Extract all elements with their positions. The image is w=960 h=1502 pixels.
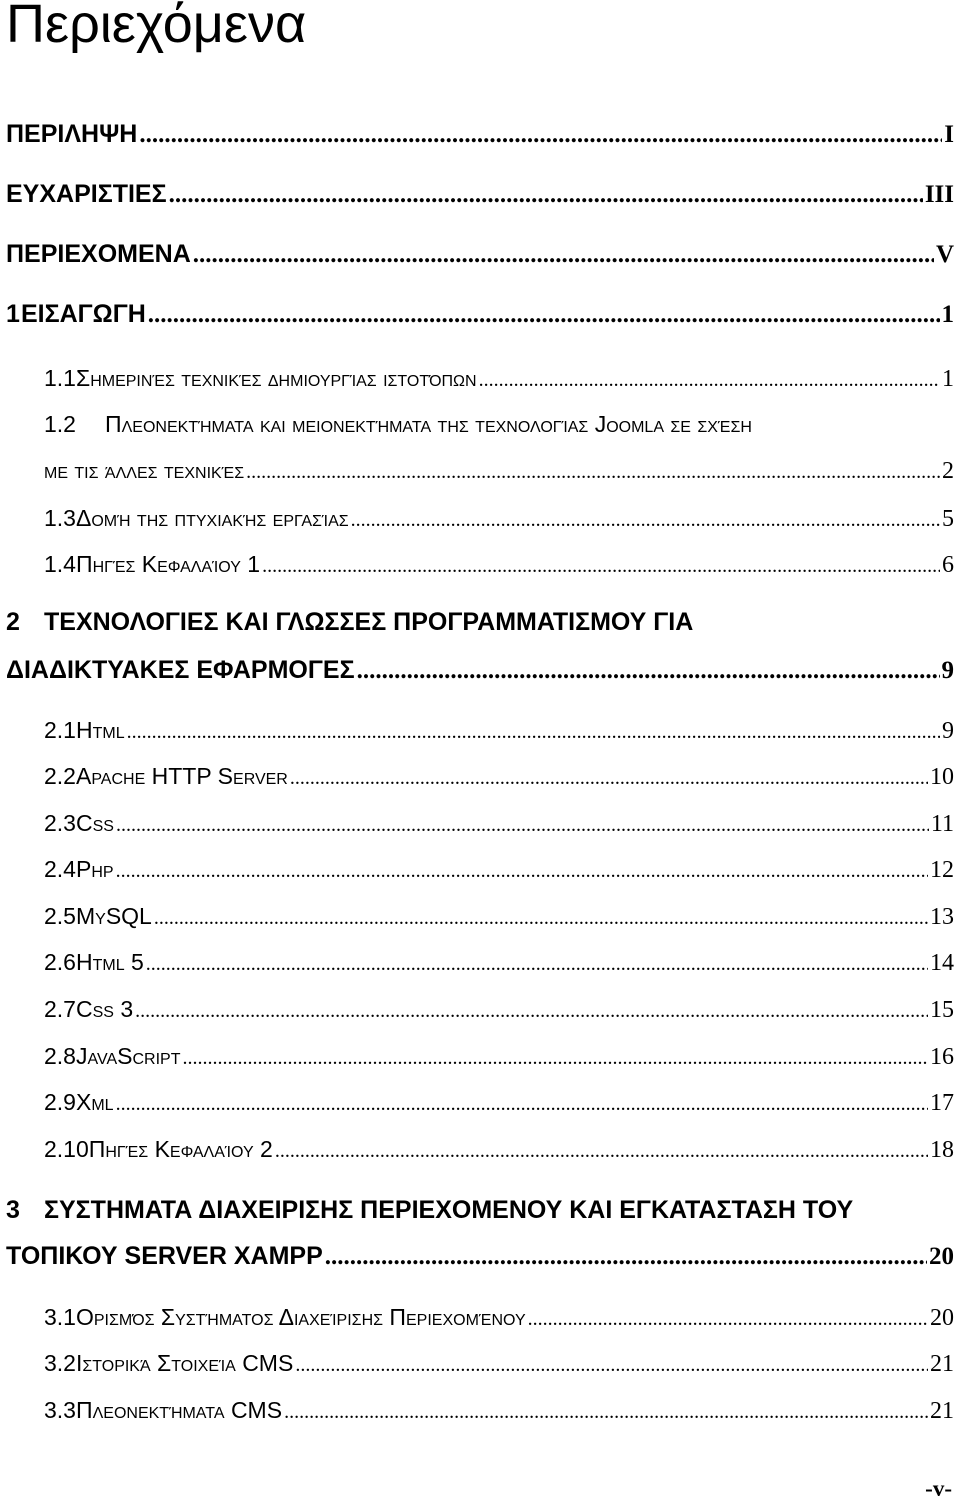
dot-leader [169, 181, 923, 209]
toc-section-3-3[interactable] [44, 1397, 954, 1425]
toc-label: Php [75, 856, 114, 882]
toc-section-2-7[interactable] [44, 996, 954, 1024]
toc-label: Δομή της πτυχιακής εργασίας [75, 505, 349, 531]
toc-number: 2.1 [44, 717, 76, 743]
toc-label: ΠΕΡΙΛΗΨΗ [6, 120, 138, 148]
toc-page-number: 1 [942, 366, 954, 392]
toc-chapter-2[interactable] [6, 656, 954, 685]
toc-number: 1.3 [44, 505, 76, 531]
toc-label: Ορισμός Συστήματος Διαχείρισης Περιεχομένου [75, 1304, 526, 1330]
toc-label: ΤΕΧΝΟΛΟΓΙΕΣ ΚΑΙ ΓΛΩΣΣΕΣ ΠΡΟΓΡΑΜΜΑΤΙΣΜΟΥ ΓΙΑ [44, 608, 694, 636]
toc-number: 2.10 [44, 1136, 89, 1162]
dot-leader [135, 1000, 928, 1023]
toc-section-1-2[interactable] [44, 457, 954, 485]
toc-label: Css 3 [75, 996, 134, 1022]
toc-section-2-8[interactable] [44, 1043, 954, 1071]
toc-number: 1.4 [44, 551, 76, 577]
toc-page-number: 21 [930, 1398, 954, 1424]
toc-label: Ιστορικά Στοιχεία CMS [75, 1350, 294, 1376]
toc-section-2-3[interactable] [44, 810, 954, 838]
toc-number: 2.3 [44, 810, 76, 836]
toc-page-number: 10 [930, 764, 954, 790]
toc-label: MySQL [75, 903, 152, 929]
toc-page-number: III [924, 181, 954, 208]
dot-leader [290, 767, 928, 790]
toc-section-2-9[interactable] [44, 1089, 954, 1117]
dot-leader [193, 241, 934, 269]
toc-page-number: 15 [930, 997, 954, 1023]
dot-leader [154, 907, 928, 930]
toc-number: 2.4 [44, 856, 76, 882]
toc-chapter-1[interactable] [6, 300, 954, 329]
toc-page-number: V [935, 241, 954, 268]
toc-page-number: 21 [930, 1351, 954, 1377]
dot-leader [182, 1047, 928, 1070]
toc-number: 1.1 [44, 365, 76, 391]
toc-page-number: 18 [930, 1137, 954, 1163]
toc-section-1-2-line1[interactable] [44, 411, 752, 438]
toc-entry-contents[interactable] [6, 240, 954, 269]
toc-section-1-4[interactable] [44, 551, 954, 579]
toc-page-number: 20 [930, 1305, 954, 1331]
toc-label: Πηγές Κεφαλαίου 1 [75, 551, 261, 577]
toc-page-number: 17 [930, 1090, 954, 1116]
toc-number: 2.9 [44, 1089, 76, 1115]
toc-label: Html 5 [75, 949, 144, 975]
toc-label: Πηγές Κεφαλαίου 2 [88, 1136, 273, 1162]
toc-page-number: 13 [930, 904, 954, 930]
dot-leader [127, 721, 940, 744]
dot-leader [528, 1308, 928, 1331]
toc-entry-abstract[interactable] [6, 120, 954, 149]
toc-page-number: 16 [930, 1044, 954, 1070]
toc-number: 3.3 [44, 1397, 76, 1423]
toc-label: ΠΕΡΙΕΧΟΜΕΝΑ [6, 240, 191, 268]
toc-label: Σημερινές τεχνικές δημιουργίας ιστοτόπων [75, 365, 477, 391]
toc-number: 2.6 [44, 949, 76, 975]
toc-label: ΕΥΧΑΡΙΣΤΙΕΣ [6, 180, 167, 208]
toc-section-1-1[interactable] [44, 365, 954, 393]
dot-leader [275, 1140, 928, 1163]
toc-entry-acknowledgements[interactable] [6, 180, 954, 209]
toc-number: 2 [6, 608, 20, 636]
toc-page-number: 5 [942, 506, 954, 532]
dot-leader [116, 860, 928, 883]
toc-number: 3.1 [44, 1304, 76, 1330]
toc-number: 1.2 [44, 411, 76, 437]
page-number-footer: -v- [925, 1476, 952, 1501]
toc-page-number: 12 [930, 857, 954, 883]
toc-section-2-10[interactable] [44, 1136, 954, 1164]
toc-chapter-3-line1[interactable] [6, 1196, 853, 1225]
toc-page-number: 20 [929, 1243, 954, 1270]
dot-leader [357, 657, 940, 685]
toc-section-2-6[interactable] [44, 949, 954, 977]
toc-page-number: I [944, 121, 954, 148]
toc-page-number: 11 [930, 811, 954, 837]
toc-number: 3 [6, 1196, 20, 1224]
toc-label: Apache HTTP Server [75, 763, 288, 789]
toc-section-2-1[interactable] [44, 717, 954, 745]
toc-label: JavaScript [75, 1043, 181, 1069]
toc-section-3-2[interactable] [44, 1350, 954, 1378]
page-title: Περιεχόμενα [6, 0, 307, 54]
toc-page-number: 9 [942, 718, 954, 744]
dot-leader [262, 555, 940, 578]
dot-leader [148, 301, 940, 329]
toc-label: Πλεονεκτήματα CMS [75, 1397, 283, 1423]
dot-leader [325, 1243, 927, 1271]
toc-number: 3.2 [44, 1350, 76, 1376]
toc-label: Πλεονεκτήματα και μειονεκτήματα της τεχνολογίας Joomla σε σχέση [105, 411, 752, 437]
dot-leader [146, 953, 928, 976]
toc-label-continued: με τις άλλες τεχνικές [44, 457, 245, 483]
dot-leader [284, 1401, 928, 1424]
toc-number: 1 [6, 300, 20, 328]
toc-page-number: 9 [941, 657, 954, 684]
toc-chapter-2-line1[interactable] [6, 608, 693, 637]
toc-label-continued: ΔΙΑΔΙΚΤΥΑΚΕΣ ΕΦΑΡΜΟΓΕΣ [6, 656, 355, 684]
toc-label: ΕΙΣΑΓΩΓΗ [20, 300, 146, 328]
toc-label: ΣΥΣΤΗΜΑΤΑ ΔΙΑΧΕΙΡΙΣΗΣ ΠΕΡΙΕΧΟΜΕΝΟΥ ΚΑΙ ΕΓΚΑΤΑΣΤΑΣΗ ΤΟΥ [44, 1196, 854, 1224]
toc-label: Html [75, 717, 125, 743]
toc-number: 2.7 [44, 996, 76, 1022]
toc-chapter-3[interactable] [6, 1242, 954, 1271]
toc-page-number: 6 [942, 552, 954, 578]
toc-label: Xml [75, 1089, 114, 1115]
dot-leader [139, 121, 942, 149]
toc-page-number: 14 [930, 950, 954, 976]
toc-label-continued: ΤΟΠΙΚΟΥ SERVER XAMPP [6, 1242, 323, 1270]
toc-number: 2.5 [44, 903, 76, 929]
toc-section-2-5[interactable] [44, 903, 954, 931]
toc-section-3-1[interactable] [44, 1304, 954, 1332]
toc-section-2-2[interactable] [44, 763, 954, 791]
dot-leader [116, 814, 929, 837]
toc-number: 2.8 [44, 1043, 76, 1069]
toc-label: Css [75, 810, 114, 836]
toc-section-1-3[interactable] [44, 505, 954, 533]
dot-leader [479, 369, 940, 392]
dot-leader [295, 1354, 928, 1377]
dot-leader [246, 461, 940, 484]
toc-section-2-4[interactable] [44, 856, 954, 884]
toc-number: 2.2 [44, 763, 76, 789]
toc-page-number: 1 [941, 301, 954, 328]
dot-leader [116, 1093, 928, 1116]
toc-page-number: 2 [942, 458, 954, 484]
dot-leader [351, 509, 940, 532]
